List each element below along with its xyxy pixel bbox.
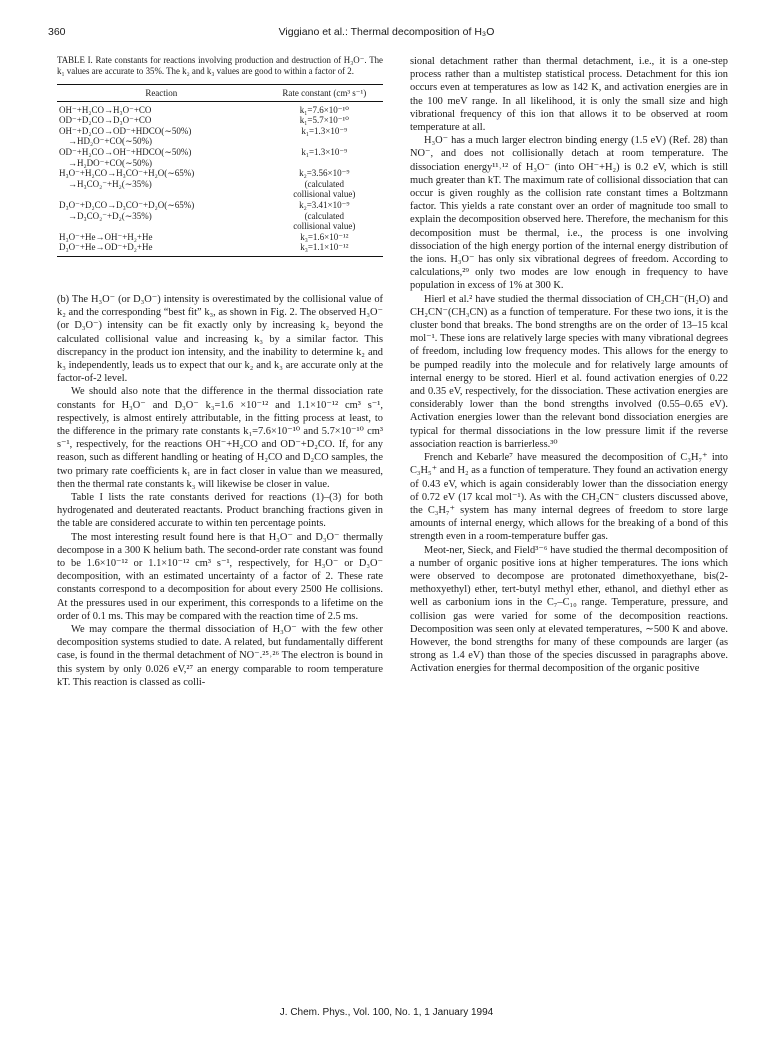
reaction-cell: D₃O⁻+D₂CO→D₃CO⁻+D₂O(∼65%) xyxy=(59,199,195,210)
reaction-cell: H₃O⁻+H₂CO→H₃CO⁻+H₂O(∼65%) xyxy=(59,168,195,179)
reaction-cell: →D₃CO₂⁻+D₂(∼35%) xyxy=(59,210,152,221)
rate-cell: k₁=7.6×10⁻¹⁰ xyxy=(299,104,349,115)
table-row xyxy=(57,211,383,222)
table-row xyxy=(57,158,383,169)
body-paragraph: The most interesting result found here is that H₃O⁻ and D₃O⁻ thermally decompose in a 300 K helium bath. The second-order rate constant was found to be 1.6×10⁻¹² or 1.1×10⁻¹² cm³ s⁻¹, respectively, for H₃O⁻ or D₃O⁻ decomposition, with an estimated uncertainty of a factor of 2. These rate constants correspond to a decomposition for about every 2500 He collisions. At the pressures used in our experiment, this corresponds to a lifetime on the order of 0.1 ms. This may be compared with the reaction time of 2.5 ms. xyxy=(57,531,383,622)
body-paragraph: Meot-ner, Sieck, and Field³⁻⁶ have studied the thermal decomposition of a number of organic positive ions at higher temperatures. The ions which were observed to decompose are protonated dimethoxyethane, bis(2-methoxyethyl) ether, tert-butyl methyl ether, ethanol, and diethyl ether as well as carbonium ions in the C₇–C₁₀ range. Temperature, pressure, and collision gas were varied for some of the decomposition reactions. Decomposition was seen only at elevated temperatures, ∼500 K and above. However, the bond strengths for many of these compounds are larger (as strong as 1.4 eV) than those of the species discussed in paragraphs above. Activation energies for thermal decomposition of the organic positive xyxy=(410,544,728,675)
reaction-cell: →H₃CO₂⁻+H₂(∼35%) xyxy=(59,178,152,189)
table-row xyxy=(57,115,383,126)
rate-cell: k₂=3.56×10⁻⁹ xyxy=(299,168,350,179)
table-row xyxy=(57,126,383,137)
table-row xyxy=(57,242,383,256)
table-row xyxy=(57,179,383,190)
reaction-cell xyxy=(57,221,266,232)
rate-cell xyxy=(266,136,383,147)
table-row xyxy=(57,168,383,179)
table-row xyxy=(57,232,383,243)
page-number: 360 xyxy=(48,26,66,38)
body-paragraph: We should also note that the difference in the thermal dissociation rate constants for H₃O⁻ and D₃O⁻ k₃=1.6 ×10⁻¹² and 1.1×10⁻¹² cm³ s⁻¹, respectively, is almost entirely attributable, in the fitting process at least, to the difference in the primary rate constants k₁=7.6×10⁻¹⁰ and 5.7×10⁻¹⁰ cm³ s⁻¹, respectively, for the reactions OH⁻+H₂CO and OD⁻+D₂CO. If, for any reason, such as different handling or heating of H₂CO and D₂CO samples, the two primary rate coefficients k₁ are in fact closer in value than we measured, then the thermal rate constants k₃ will likewise be closer in value. xyxy=(57,386,383,490)
rate-cell: (calculated xyxy=(304,210,345,221)
journal-footer: J. Chem. Phys., Vol. 100, No. 1, 1 January 1994 xyxy=(279,1007,494,1018)
reaction-cell: OH⁻+D₂CO→OD⁻+HDCO(∼50%) xyxy=(59,125,192,136)
reaction-cell: OH⁻+H₂CO→H₃O⁻+CO xyxy=(59,104,152,115)
left-column xyxy=(57,55,383,689)
running-title: Viggiano et al.: Thermal decomposition of H₃O xyxy=(278,26,495,38)
body-paragraph: Table I lists the rate constants derived for reactions (1)–(3) for both hydrogenated and deuterated reactants. Product branching fractions given in the table are considered accurate to within ten percentage points. xyxy=(57,491,383,530)
rate-cell: k₁=1.3×10⁻⁹ xyxy=(301,125,348,136)
reaction-cell: H₃O⁻+He→OH⁻+H₂+He xyxy=(59,231,153,242)
rate-cell: k₁=5.7×10⁻¹⁰ xyxy=(299,115,349,126)
body-paragraph: sional detachment rather than thermal detachment, i.e., it is a one-step process rather than a multistep statistical process. Detachment for this ion occurs even at temperatures as low as 142 K, and activation energies are in the 100 meV range. In all likelihood, it is only the small size and high vibrational frequency of this ion that allows it to be observed at room temperature at all. xyxy=(410,56,728,134)
rate-cell: k₃=1.6×10⁻¹² xyxy=(300,231,349,242)
body-paragraph: Hierl et al.² have studied the thermal dissociation of CH₂CH⁻(H₂O) and CH₂CN⁻(CH₃CN) as a function of temperature. For these two ions, it is the cluster bond that breaks. The bond strengths are on the order of 13–15 kcal mol⁻¹. These ions are relatively large species with many vibrational degrees of freedom, including low frequency modes. This allows for the energy to be pumped readily into the molecule and for relatively large amounts of internal energy to be stored. Hierl et al. found activation energies of 0.22 and 0.35 eV, respectively, for the dissociation. These activation energies are considerably lower than the bond strengths involved (0.55–0.65 eV). Activation energies lower than the relevant bond dissociation energies are typical for thermal dissociations in the low pressure limit if the reverse association reaction is barrierless.³⁰ xyxy=(410,293,728,450)
body-paragraph: We may compare the thermal dissociation of H₃O⁻ with the few other decomposition systems studied to date. A related, but fundamentally different case, is found in the thermal detachment of NO⁻.²⁵˒²⁶ The electron is bound in this system by only 0.026 eV,²⁷ an energy comparable to room temperature kT. This reaction is classed as colli- xyxy=(57,623,383,688)
right-column xyxy=(410,55,728,676)
rate-constants-table xyxy=(57,84,383,257)
reaction-cell: →H₂DO⁻+CO(∼50%) xyxy=(59,157,152,168)
body-paragraph: H₃O⁻ has a much larger electron binding energy (1.5 eV) (Ref. 28) than NO⁻, and does not collisionally detach at room temperature. The dissociation energy¹¹˒¹² of H₃O⁻ (into OH⁻+H₂) is 0.2 eV, which is still much greater than kT. The maximum rate of collisional dissociation that can occur is given roughly as the collision rate constant times a Boltzmann factor. This yields a rate constant over an order of magnitude too small to explain the decomposition observed here. Therefore, the mechanism for this decomposition must be thermal, i.e., the process is one involving dissociation of the high energy portion of the internal energy distribution of the ions. H₃O⁻ has only six vibrational degrees of freedom. According to calculations,²⁹ only two modes are low enough in frequency to have population in excess of 1% at 300 K. xyxy=(410,135,728,292)
reaction-cell: →HD₂O⁻+CO(∼50%) xyxy=(59,136,152,147)
reaction-cell: OD⁻+D₂CO→D₃O⁻+CO xyxy=(59,115,152,126)
table-row xyxy=(57,147,383,158)
rate-cell: k₂=3.41×10⁻⁹ xyxy=(299,199,350,210)
rate-cell xyxy=(266,158,383,169)
rate-cell: k₃=1.1×10⁻¹² xyxy=(300,242,349,253)
table-row xyxy=(57,189,383,200)
table-header-row xyxy=(57,85,383,102)
table-row xyxy=(57,136,383,147)
reaction-cell xyxy=(57,189,266,200)
body-paragraph: (b) The H₃O⁻ (or D₃O⁻) intensity is overestimated by the collisional value of k₂ and the corresponding “best fit” k₃, as shown in Fig. 2. The observed H₃O⁻ (or D₃O⁻) intensity can be fit exactly only by increasing k₂ beyond the calculated collisional value and increasing k₃ by a similar factor. This discrepancy in the product ion intensity, and the inability to determine k₂ and k₃ independently, leads us to expect that our k₂ and k₃ are accurate only at the factor-of-2 level. xyxy=(57,293,383,385)
table-row xyxy=(57,221,383,232)
reaction-cell: OD⁻+H₂CO→OH⁻+HDCO(∼50%) xyxy=(59,146,192,157)
table-caption: TABLE I. Rate constants for reactions involving production and destruction of H₃O⁻. The k₁ values are accurate to 35%. The k₂ and k₃ values are good to within a factor of 2. xyxy=(57,55,383,76)
rate-cell: (calculated xyxy=(304,178,345,189)
table-row xyxy=(57,200,383,211)
rate-cell: collisional value) xyxy=(293,221,356,232)
table-row xyxy=(57,101,383,115)
reaction-cell: D₃O⁻+He→OD⁻+D₂+He xyxy=(59,242,153,253)
column-header-rate-constant: Rate constant (cm³ s⁻¹) xyxy=(266,85,383,102)
running-header xyxy=(48,26,725,42)
rate-cell: collisional value) xyxy=(293,189,356,200)
column-header-reaction: Reaction xyxy=(57,85,266,102)
body-paragraph: French and Kebarle⁷ have measured the decomposition of C₃H₇⁺ into C₃H₅⁺ and H₂ as a function of temperature. They found an activation energy of 0.43 eV, which is again considerably lower than the dissociation energy of 0.72 eV (17 kcal mol⁻¹). As with the CH₂CN⁻ clusters discussed above, the C₃H₇⁺ system has many internal degrees of freedom to store large amounts of internal energy, which allows for the breaking of a bond of this strength even in a room-temperature buffer gas. xyxy=(410,452,728,543)
rate-cell: k₁=1.3×10⁻⁹ xyxy=(301,146,348,157)
